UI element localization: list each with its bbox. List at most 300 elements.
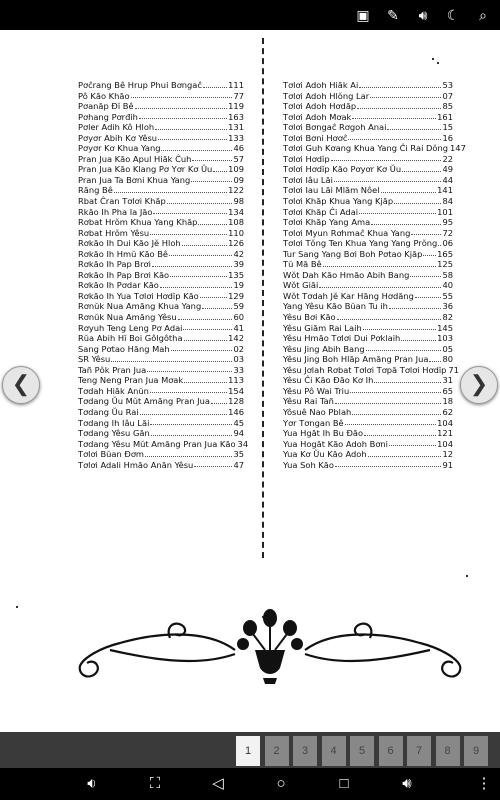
toc-entry [283,386,453,397]
toc-entry [78,175,244,186]
toc-entry-title: Tơdang Yêsu Mŭt Amăng Pran Jua Kăo [78,438,236,449]
toc-entry-title: Rŭa Abih Hĭ Boi Gôlgôtha [78,333,183,344]
toc-entry [283,91,453,102]
dot-leader [411,228,441,236]
toc-entry-title: Yua Kơ Ŭu Kăo Adoh [283,449,367,460]
toc-entry-page: 154 [228,385,244,396]
toc-entry-title: Yêsu Hmăo Tơlơi Dui Pơklaih [283,333,401,344]
toc-entry [283,418,453,429]
dot-leader [348,133,441,141]
image-icon[interactable]: ▣ [356,7,370,23]
dot-leader [402,164,441,172]
toc-entry [283,301,453,312]
dot-leader [155,122,227,130]
toc-entry-title: Yêsu Ĉi Kăo Đăo Kơ Ih [283,375,374,386]
toc-entry-title: Tơlơi Khăp Ĉi Adai [283,206,359,217]
toc-entry-title: Tơdang Yêsu Găn [78,428,150,439]
toc-entry [283,238,453,249]
toc-entry-title: Tơlơi Adoh Mơak [283,111,352,122]
toc-entry-title: Yơr Tơngan Bê [283,417,344,428]
toc-entry [78,196,244,207]
toc-entry-title: Pơler Adih Kô Hloh [78,122,155,133]
toc-entry-title: Yêsu Jơlah Rơbat Tơlơi Tơpă Tơlơi Hơdĭp [283,364,447,375]
back-icon[interactable]: ◁ [212,775,224,792]
toc-entry [283,439,453,450]
toc-entry-page: 36 [442,301,453,312]
toc-entry-title: Rơkăo Ih Pơdar Kăo [78,280,159,291]
toc-entry [283,259,453,270]
dot-leader [167,196,233,204]
toc-entry-title: Yua Hogăt Kăo Adoh Bơni [283,438,388,449]
toc-entry-title: Pơyơr Kơ Khua Yang [78,143,161,154]
toc-entry-page: 142 [228,333,244,344]
dot-leader [203,80,227,88]
toc-entry [283,364,459,376]
dot-leader [381,185,437,193]
toc-entry-page: 80 [442,354,453,365]
toc-entry [78,228,244,239]
home-icon[interactable]: ○ [276,775,286,792]
toc-entry-page: 85 [442,101,453,112]
toc-entry-page: 62 [442,406,453,417]
toc-entry-page: 02 [233,343,244,354]
toc-entry-page: 146 [228,406,244,417]
toc-entry-title: Tơlơi Hơdĭp Kăo Pơyơr Kơ Ŭu [283,164,402,175]
dot-leader [131,91,233,99]
toc-entry [78,344,244,355]
toc-entry-title: Tơdang Ŭu Rai [78,406,139,417]
scan-speck [466,575,468,577]
dot-leader [359,207,436,215]
dot-leader [345,418,437,426]
toc-entry-title: Rơkăo Ih Yua Tơlơi Hơdĭp Kăo [78,290,199,301]
toc-entry-page: 110 [228,227,244,238]
toc-entry [78,407,244,418]
toc-entry-title: Yua Soh Kăo [283,459,334,470]
dot-leader [160,280,233,288]
toc-entry-title: Yêsu Pô Wai Triu [283,385,350,396]
dot-leader [151,428,233,436]
scan-speck [432,58,434,60]
toc-entry-title: Rơnŭk Nua Amăng Khua Yang [78,301,202,312]
toc-entry [78,143,244,154]
dot-leader [145,449,232,457]
toc-entry-page: 145 [437,322,453,333]
system-navigation-bar [0,768,500,800]
toc-entry-page: 165 [437,248,453,259]
toc-entry-page: 16 [442,132,453,143]
toc-entry-title: Tơlơi Adoh Hơdăp [283,101,357,112]
toc-entry-page: 126 [228,238,244,249]
toc-entry-page: 95 [442,217,453,228]
toc-entry-title: Rơkăo Ih Pap Brơi Kăo [78,269,170,280]
toc-entry [283,154,453,165]
page-thumbnail[interactable]: 8 [436,736,460,766]
toc-entry [283,270,453,281]
toc-entry-title: Tơlơi Hơdĭp [283,153,330,164]
toc-entry [78,207,244,218]
dot-leader [366,344,442,352]
dot-leader [401,333,436,341]
toc-entry-page: 101 [437,206,453,217]
toc-entry-title: Pơĉrang Bê Hrup Phui Bơngaĉ [78,80,202,90]
toc-entry [283,196,453,207]
toc-entry-title: Tơlơi Iâu Lăi [283,174,333,185]
toc-entry-page: 71 [448,364,459,375]
dot-leader [363,323,436,331]
toc-entry [78,280,244,291]
status-bar [0,0,500,30]
toc-entry [283,112,453,123]
toc-entry-page: 163 [228,111,244,122]
toc-entry-title: Tơlơi Adoh Hiăk Ai [283,80,359,90]
dot-leader [150,418,232,426]
page-thumbnail[interactable]: 4 [322,736,346,766]
dot-leader [352,407,441,415]
page-thumbnail[interactable]: 1 [236,736,260,766]
toc-entry [283,312,453,323]
toc-entry-page: 55 [442,290,453,301]
toc-entry-page: 40 [442,280,453,291]
toc-entry [283,207,453,218]
toc-entry-page: 133 [228,132,244,143]
toc-entry-title: Wŏt Tơdah Jĕ Kar Hăng Hơdăng [283,290,414,301]
toc-entry [283,122,453,133]
toc-entry-page: 22 [442,153,453,164]
toc-entry-page: 46 [233,143,244,154]
toc-entry [78,101,244,112]
toc-entry-page: 108 [228,217,244,228]
toc-entry-title: Răng Bê [78,185,113,196]
dot-leader [371,217,441,225]
toc-entry [78,185,244,196]
dot-leader [183,323,232,331]
toc-entry-title: Rơkăo Ih Pap Brơi [78,259,151,270]
toc-entry-page: 77 [233,90,244,101]
dot-leader [150,386,227,394]
toc-right-column [283,80,466,470]
toc-entry-title: Pơanăp Đĭ Bê [78,101,134,112]
toc-entry [78,259,244,270]
toc-entry-title: Rơkăo Ih Dui Kăo Jĕ Hloh [78,238,181,249]
toc-entry-title: Tơlơi Guh Kơang Khua Yang Ĉi Rai Dŏng [283,143,449,154]
toc-entry-title: Wŏt Dah Kăo Hmăo Abih Bang [283,269,410,280]
toc-entry-page: 91 [442,459,453,470]
dot-leader [178,312,233,320]
dot-leader [213,164,227,172]
toc-entry [78,354,244,365]
dot-leader [114,185,227,193]
dot-leader [394,196,441,204]
dot-leader [370,91,441,99]
toc-entry [283,80,453,91]
toc-entry [283,354,453,365]
toc-entry [78,122,244,133]
screenshot-icon[interactable]: ⛶ [149,775,161,792]
chevron-right-icon: ❯ [469,371,489,396]
toc-entry-title: Rkăo Ih Pha Ia Jăo [78,206,153,217]
toc-entry [283,407,453,418]
toc-entry-title: Tơlơi Adoh Hlŏng Lar [283,90,370,101]
toc-entry-page: 135 [228,269,244,280]
page-thumbnail[interactable]: 9 [464,736,488,766]
brush-icon[interactable]: ✎ [387,7,399,23]
toc-entry-title: Sang Pơtao Hăng Mah [78,343,170,354]
toc-entry [78,312,244,323]
toc-left-column [78,80,249,470]
toc-entry-page: 45 [233,417,244,428]
toc-entry-title: Tur Sang Yang Bơi Boh Pơtao Kjăp [283,248,423,259]
recents-icon[interactable]: □ [339,775,349,792]
toc-entry-page: 19 [233,280,244,291]
toc-entry-title: Tơlơi Bơni Hơơĉ [283,132,348,143]
toc-entry [78,428,244,439]
toc-entry-title: Rơbat Hrŏm Khua Yang Khăp [78,217,198,228]
column-divider [262,38,264,558]
volume-icon[interactable]: 🔊︎ [418,7,428,23]
toc-entry-page: 35 [233,449,244,460]
toc-entry-page: 104 [437,438,453,449]
volume-up-icon[interactable]: 🔊︎ [402,775,412,792]
volume-down-icon[interactable]: 🔉︎ [87,775,97,792]
toc-entry [78,396,244,407]
toc-entry-page: 60 [233,312,244,323]
toc-entry-page: 128 [228,396,244,407]
toc-entry [78,133,244,144]
toc-entry-page: 65 [442,385,453,396]
toc-entry-page: 94 [233,428,244,439]
toc-entry [283,164,453,175]
toc-entry-page: 98 [233,196,244,207]
toc-entry-title: Tơlơi Khăp Khua Yang Kjăp [283,196,394,207]
toc-entry [283,280,453,291]
toc-entry [78,438,249,450]
toc-entry [283,323,453,334]
toc-entry-title: Yêsu Giăm Rai Laih [283,322,362,333]
dot-leader [202,301,232,309]
document-page [0,30,500,732]
toc-entry-title: Tơlơi Iau Lăi Mlăm Nôel [283,185,380,196]
dot-leader [161,143,232,151]
toc-entry-title: Pơhang Pơrđih [78,111,138,122]
floral-ornament [75,608,465,688]
toc-entry-page: 111 [228,80,244,90]
toc-entry-page: 18 [442,396,453,407]
toc-entry-page: 09 [233,174,244,185]
toc-entry-page: 58 [442,269,453,280]
toc-entry [78,460,244,471]
page-thumbnail[interactable]: 7 [407,736,431,766]
dot-leader [171,344,233,352]
toc-entry-title: Pran Jua Kăo Apul Hiăk Ĉuh [78,153,192,164]
toc-entry-page: 147 [450,143,466,154]
toc-entry-title: Tơlơi Bŭan Đơm [78,449,144,460]
dot-leader [357,101,441,109]
toc-entry [78,375,244,386]
dot-leader [150,228,227,236]
toc-entry-title: Tơdang Ŭu Mŭt Amăng Pran Jua [78,396,210,407]
previous-page-button[interactable] [2,366,40,404]
dot-leader [153,207,227,215]
toc-entry-page: 49 [442,164,453,175]
page-thumbnail[interactable]: 3 [293,736,317,766]
toc-entry [78,217,244,228]
toc-entry-title: Tañ Pŏk Pran Jua [78,364,147,375]
toc-entry-title: Pơyơr Abih Kơ Yêsu [78,132,158,143]
dot-leader [198,217,227,225]
dot-leader [359,80,441,88]
toc-entry-page: 119 [228,101,244,112]
dot-leader [194,460,232,468]
dot-leader [387,122,441,130]
dot-leader [389,439,436,447]
toc-entry [283,396,453,407]
toc-entry-page: 104 [437,417,453,428]
toc-entry-page: 15 [442,122,453,133]
toc-entry-page: 12 [442,449,453,460]
toc-entry-page: 34 [237,438,249,449]
toc-entry-title: Yôsuê Nao Pblah [283,406,352,417]
toc-entry [78,112,244,123]
dot-leader [389,301,442,309]
dot-leader [352,112,436,120]
dot-leader [182,238,227,246]
toc-entry-title: Tơlơi Bơngaĉ Rơgoh Anai [283,122,387,133]
toc-entry-title: Rbat Ĉran Tơlơi Khăp [78,196,166,207]
toc-entry [283,228,453,239]
toc-entry-title: Yang Yêsu Kăo Bŭan Tu ih [283,301,388,312]
dot-leader [147,365,232,373]
dot-leader [200,291,227,299]
toc-entry [283,143,466,154]
dot-leader [334,175,442,183]
toc-entry-title: Pran Jua Ta Bơni Khua Yang [78,174,191,185]
toc-entry-title: Yêsu Jing Boh Hlăp Amăng Pran Jua [283,354,429,365]
dot-leader [368,449,442,457]
dot-leader [139,112,227,120]
dot-leader [192,154,232,162]
toc-entry-title: Tŭ Mă Bê [283,259,322,270]
toc-entry-page: 125 [437,259,453,270]
toc-entry-page: 59 [233,301,244,312]
toc-entry-title: Tơdah Hiăk Anŭn [78,385,149,396]
toc-entry [78,365,244,376]
toc-entry-page: 41 [233,322,244,333]
dot-leader [423,249,436,257]
dot-leader [140,407,228,415]
toc-entry-title: Pran Jua Kăo Klang Pơ Yơr Kơ Ŭu [78,164,213,175]
toc-entry-page: 129 [228,290,244,301]
dot-leader [111,354,232,362]
toc-entry-page: 103 [437,333,453,344]
toc-entry-title: Yêsu Rai Tañ [283,396,334,407]
toc-entry-page: 03 [233,354,244,365]
dot-leader [184,375,227,383]
more-icon[interactable]: ⋮ [476,775,492,792]
search-icon[interactable]: ⌕ [479,7,487,23]
toc-entry-title: Yêsu Bơi Kăo [283,312,336,323]
toc-entry-title: SR Yêsu [78,354,111,365]
toc-entry-page: 161 [437,111,453,122]
toc-entry [78,249,244,260]
page-thumbnail[interactable]: 2 [265,736,289,766]
dot-leader [364,428,436,436]
toc-entry [78,91,244,102]
toc-entry-title: Tơlơi Khăp Yang Ama [283,217,371,228]
toc-entry [78,291,244,302]
toc-entry [283,175,453,186]
toc-entry-page: 109 [228,164,244,175]
toc-entry-page: 57 [233,153,244,164]
toc-entry [283,375,453,386]
scan-speck [437,62,439,64]
toc-entry [283,249,453,260]
toc-entry [283,291,453,302]
moon-icon[interactable]: ☾ [446,7,460,23]
toc-entry [78,80,244,91]
next-page-button[interactable] [460,366,498,404]
page-thumbnail[interactable]: 6 [379,736,403,766]
dot-leader [374,375,441,383]
toc-entry-page: 33 [233,364,244,375]
toc-entry [78,449,244,460]
toc-entry [283,333,453,344]
dot-leader [337,312,442,320]
toc-entry [283,449,453,460]
dot-leader [335,396,442,404]
dot-leader [438,238,441,246]
toc-entry [283,344,453,355]
toc-entry [283,101,453,112]
dot-leader [135,101,228,109]
thumbnail-strip [0,732,500,768]
toc-entry-page: 47 [233,459,244,470]
toc-entry [78,238,244,249]
toc-entry-page: 122 [228,185,244,196]
toc-entry-page: 31 [442,375,453,386]
toc-entry [78,386,244,397]
toc-entry [78,323,244,334]
toc-entry-title: Rơbat Hrŏm Yêsu [78,227,150,238]
toc-entry-title: Tơlơi Adali Hmăo Anăn Yêsu [78,459,194,470]
toc-entry-page: 141 [437,185,453,196]
scan-speck [16,606,18,608]
dot-leader [335,460,442,468]
toc-entry [78,270,244,281]
dot-leader [158,133,227,141]
toc-entry [78,301,244,312]
dot-leader [211,396,227,404]
toc-entry [283,185,453,196]
toc-entry-page: 82 [442,312,453,323]
toc-entry-page: 72 [442,227,453,238]
dot-leader [184,333,228,341]
dot-leader [170,270,227,278]
toc-entry-title: Tơlơi Myun Rơhmaĉ Khua Yang [283,227,411,238]
dot-leader [191,175,232,183]
toc-entry [283,428,453,439]
dot-leader [331,154,442,162]
toc-entry-title: Rơnŭk Nua Amăng Yêsu [78,312,177,323]
toc-entry-page: 113 [228,375,244,386]
toc-entry [78,418,244,429]
toc-entry-page: 39 [233,259,244,270]
toc-entry-title: Tơdang Ih Iâu Lăi [78,417,150,428]
chevron-left-icon: ❮ [11,371,31,396]
dot-leader [152,259,233,267]
page-thumbnail[interactable]: 5 [350,736,374,766]
toc-entry-title: Yua Hgăt Ih Bu Đăo [283,428,364,439]
